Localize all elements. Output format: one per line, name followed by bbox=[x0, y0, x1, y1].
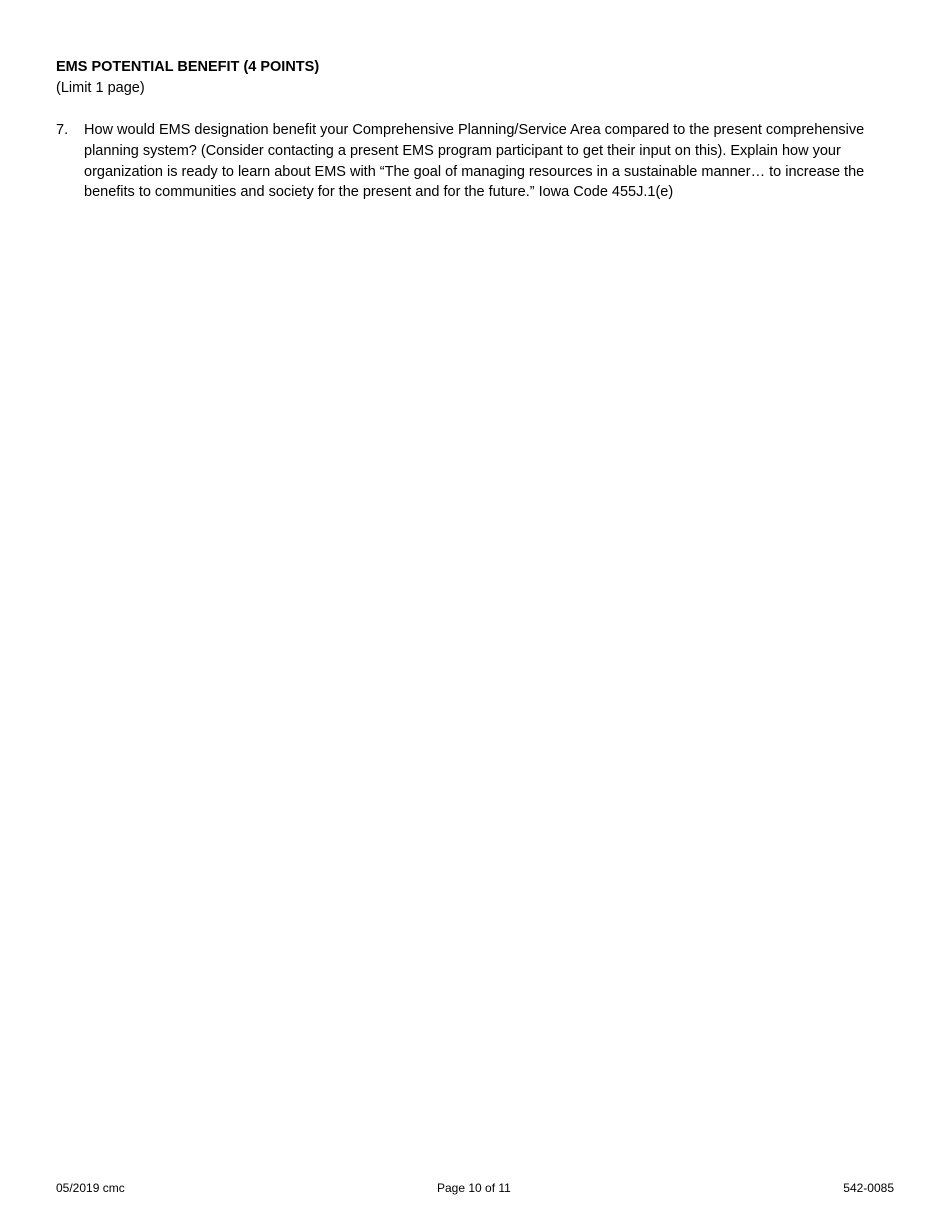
footer-form-number: 542-0085 bbox=[843, 1181, 894, 1195]
section-heading: EMS POTENTIAL BENEFIT (4 POINTS) bbox=[56, 59, 320, 75]
question-item bbox=[56, 120, 906, 203]
question-text: How would EMS designation benefit your Comprehensive Planning/Service Area compared to the present comprehensive planning system? (Consider contacting a present EMS program participant to get their input on this). Explain how your organization is ready to learn about EMS with “The goal of managing resources in a sustainable manner… to increase the benefits to communities and society for the present and for the future.” Iowa Code 455J.1(e) bbox=[84, 122, 865, 201]
footer-date: 05/2019 cmc bbox=[56, 1181, 125, 1195]
footer-page-number: Page 10 of 11 bbox=[437, 1181, 511, 1195]
section-page-limit: (Limit 1 page) bbox=[56, 80, 145, 96]
question-number: 7. bbox=[56, 122, 69, 138]
